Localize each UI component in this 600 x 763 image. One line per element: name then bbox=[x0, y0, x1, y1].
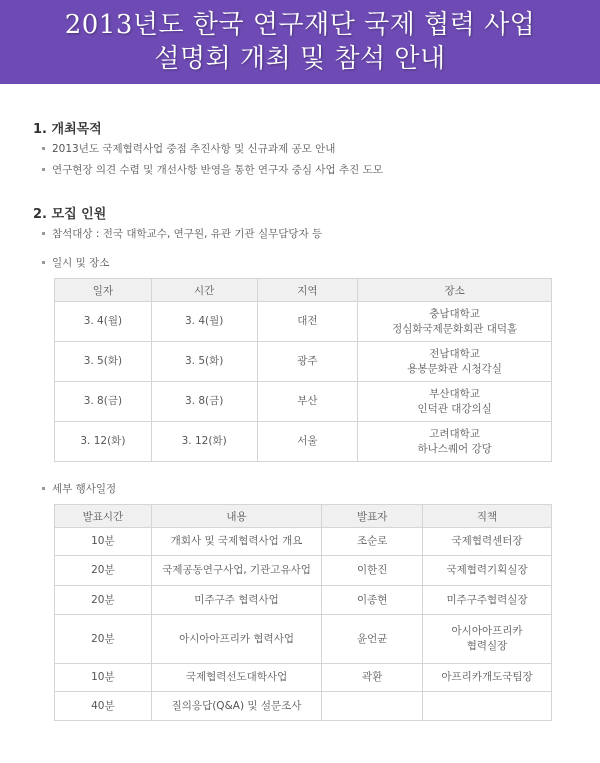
schedule-venue bbox=[358, 382, 552, 422]
schedule-region: 광주 bbox=[257, 342, 358, 382]
schedule-region: 부산 bbox=[257, 382, 358, 422]
schedule-region: 대전 bbox=[257, 302, 358, 342]
header-venue: 장소 bbox=[358, 279, 552, 302]
header-duration: 발표시간 bbox=[55, 505, 152, 528]
section-1-heading: 1. 개최목적 bbox=[33, 122, 102, 137]
schedule-label: 일시 및 장소 bbox=[42, 255, 109, 270]
header-time: 시간 bbox=[151, 279, 257, 302]
schedule-date: 3. 12(화) bbox=[55, 422, 152, 462]
program-position bbox=[423, 664, 552, 692]
purpose-bullet-1: 2013년도 국제협력사업 중점 추진사항 및 신규과제 공모 안내 bbox=[42, 141, 335, 156]
program-speaker bbox=[322, 692, 423, 721]
program-duration: 20분 bbox=[55, 615, 152, 664]
schedule-time: 3. 12(화) bbox=[151, 422, 257, 462]
schedule-table bbox=[54, 278, 552, 462]
program-row bbox=[55, 692, 552, 721]
venue-line-2: 정심화국제문화회관 대덕홀 bbox=[392, 322, 518, 335]
schedule-row bbox=[55, 382, 552, 422]
title-line-1: 2013년도 한국 연구재단 국제 협력 사업 bbox=[64, 10, 536, 40]
position-line-1: 아시아아프리카 bbox=[451, 625, 523, 637]
title-banner bbox=[0, 0, 600, 84]
program-row bbox=[55, 586, 552, 615]
program-content: 미주구주 협력사업 bbox=[151, 586, 322, 615]
program-row bbox=[55, 615, 552, 664]
program-content: 질의응답(Q&A) 및 설문조사 bbox=[151, 692, 322, 721]
venue-line-2: 용봉문화관 시청각실 bbox=[407, 362, 502, 375]
venue-line-2: 하나스퀘어 강당 bbox=[417, 442, 492, 455]
program-row bbox=[55, 528, 552, 556]
header-content: 내용 bbox=[151, 505, 322, 528]
purpose-bullet-2: 연구현장 의견 수렴 및 개선사항 반영을 통한 연구자 중심 사업 추진 도모 bbox=[42, 162, 383, 177]
program-position bbox=[423, 528, 552, 556]
schedule-row bbox=[55, 302, 552, 342]
program-row bbox=[55, 664, 552, 692]
schedule-row bbox=[55, 342, 552, 382]
venue-line-2: 인덕관 대강의실 bbox=[417, 402, 492, 415]
section-2-heading: 2. 모집 인원 bbox=[33, 207, 107, 222]
schedule-row bbox=[55, 422, 552, 462]
program-duration: 20분 bbox=[55, 586, 152, 615]
position-line-1: 국제협력기획실장 bbox=[446, 564, 528, 576]
venue-line-1: 전남대학교 bbox=[429, 347, 480, 360]
program-position bbox=[423, 615, 552, 664]
schedule-date: 3. 4(월) bbox=[55, 302, 152, 342]
schedule-time: 3. 5(화) bbox=[151, 342, 257, 382]
program-speaker: 이종현 bbox=[322, 586, 423, 615]
program-duration: 10분 bbox=[55, 528, 152, 556]
position-line-2: 협력실장 bbox=[466, 640, 508, 652]
program-row bbox=[55, 556, 552, 586]
program-speaker: 윤언균 bbox=[322, 615, 423, 664]
program-speaker: 조순로 bbox=[322, 528, 423, 556]
schedule-venue bbox=[358, 302, 552, 342]
position-line-1: 국제협력센터장 bbox=[451, 535, 523, 547]
header-position: 직책 bbox=[423, 505, 552, 528]
header-speaker: 발표자 bbox=[322, 505, 423, 528]
program-speaker: 이한진 bbox=[322, 556, 423, 586]
program-content: 국제협력선도대학사업 bbox=[151, 664, 322, 692]
program-label: 세부 행사일정 bbox=[42, 481, 116, 496]
program-position bbox=[423, 586, 552, 615]
schedule-venue bbox=[358, 422, 552, 462]
schedule-time: 3. 4(월) bbox=[151, 302, 257, 342]
venue-line-1: 고려대학교 bbox=[429, 427, 480, 440]
position-line-1: 미주구주협력실장 bbox=[446, 593, 528, 606]
schedule-region: 서울 bbox=[257, 422, 358, 462]
program-duration: 10분 bbox=[55, 664, 152, 692]
venue-line-1: 충남대학교 bbox=[429, 307, 480, 320]
program-duration: 20분 bbox=[55, 556, 152, 586]
program-content: 아시아아프리카 협력사업 bbox=[151, 615, 322, 664]
schedule-date: 3. 5(화) bbox=[55, 342, 152, 382]
schedule-header-row bbox=[55, 279, 552, 302]
header-date: 일자 bbox=[55, 279, 152, 302]
position-line-1: 아프리카개도국팀장 bbox=[441, 671, 533, 683]
program-speaker: 곽환 bbox=[322, 664, 423, 692]
program-table bbox=[54, 504, 552, 721]
program-position bbox=[423, 556, 552, 586]
schedule-time: 3. 8(금) bbox=[151, 382, 257, 422]
schedule-venue bbox=[358, 342, 552, 382]
header-region: 지역 bbox=[257, 279, 358, 302]
program-duration: 40분 bbox=[55, 692, 152, 721]
schedule-date: 3. 8(금) bbox=[55, 382, 152, 422]
program-header-row bbox=[55, 505, 552, 528]
program-content: 국제공동연구사업, 기관고유사업 bbox=[151, 556, 322, 586]
target-bullet: 참석대상 : 전국 대학교수, 연구원, 유관 기관 실무담당자 등 bbox=[42, 226, 322, 241]
program-content: 개회사 및 국제협력사업 개요 bbox=[151, 528, 322, 556]
title-line-2: 설명회 개최 및 참석 안내 bbox=[154, 44, 446, 74]
program-position bbox=[423, 692, 552, 721]
venue-line-1: 부산대학교 bbox=[429, 387, 480, 400]
